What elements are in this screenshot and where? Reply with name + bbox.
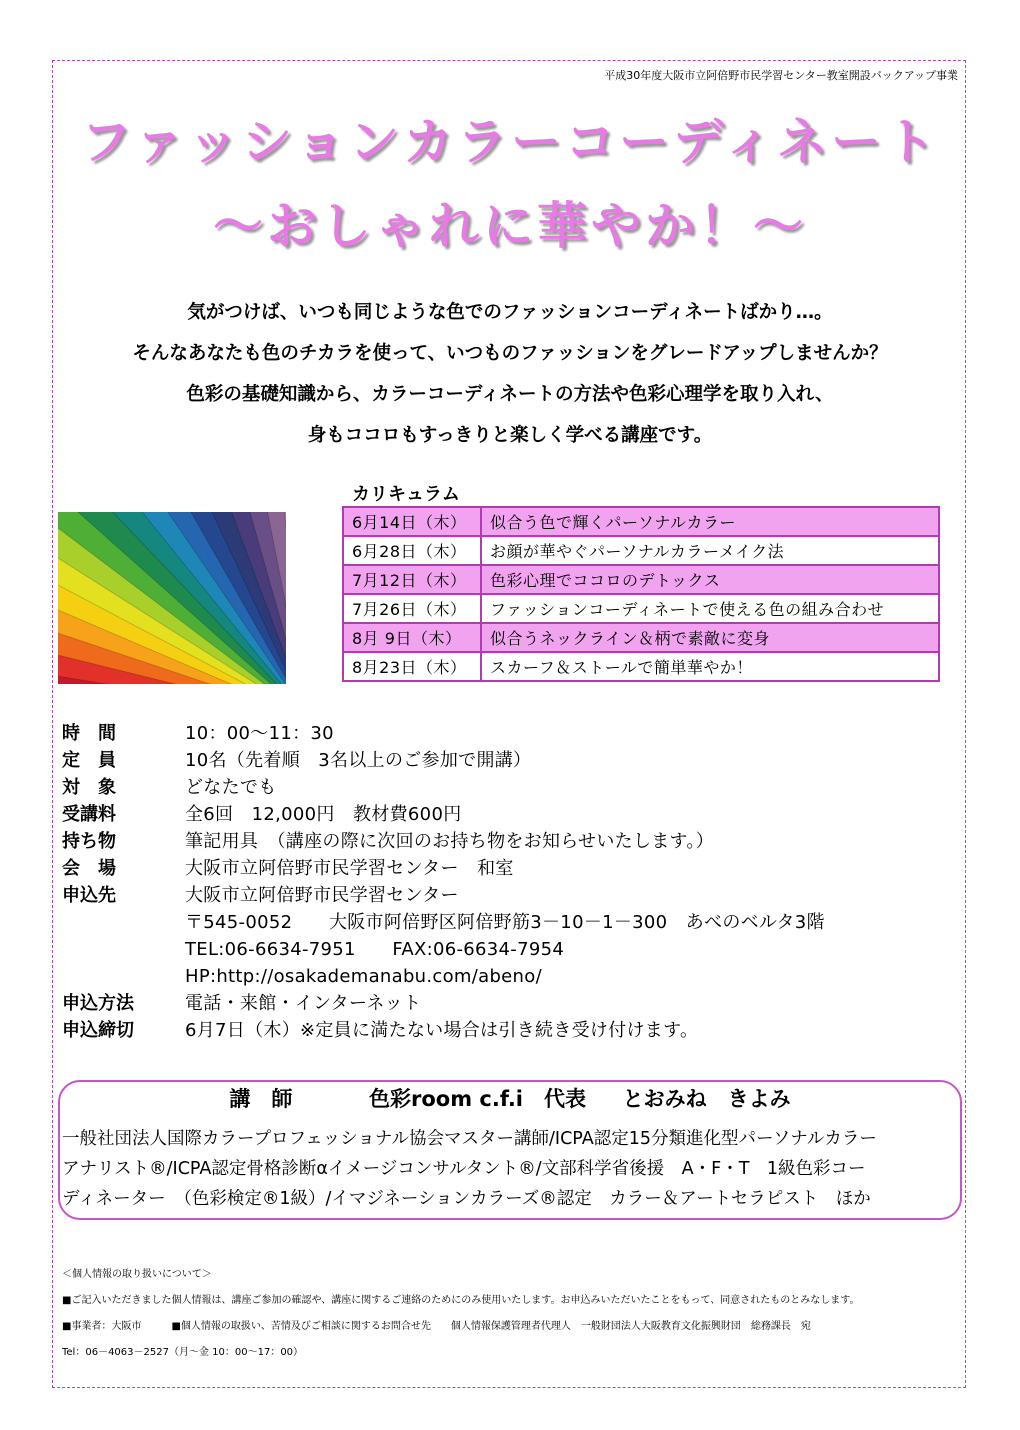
page-title-line1: ファッションカラーコーディネート (81, 113, 939, 171)
info-row (62, 801, 825, 828)
instructor-name: とおみね きよみ (622, 1087, 791, 1111)
instructor-role: 講 師 (229, 1087, 293, 1111)
info-value: 電話・来館・インターネット (185, 993, 422, 1014)
info-value: 10：00～11：30 (185, 723, 334, 744)
info-row (62, 828, 825, 855)
info-label: 申込締切 (62, 1020, 134, 1041)
info-value: 6月7日（木）※定員に満たない場合は引き続き受け付けます。 (185, 1020, 699, 1041)
info-row (62, 936, 825, 963)
curriculum-row (343, 536, 939, 565)
info-row (62, 882, 825, 909)
info-label: 定 員 (62, 750, 116, 771)
intro-line: 色彩の基礎知識から、カラーコーディネートの方法や色彩心理学を取り入れ、 (186, 384, 834, 405)
privacy-heading: ＜個人情報の取り扱いについて＞ (62, 1269, 212, 1280)
curriculum-date: 8月 9日（木） (343, 623, 481, 652)
info-value: 筆記用具 （講座の際に次回のお持ち物をお知らせいたします。） (185, 831, 715, 852)
credential-line: 一般社団法人国際カラープロフェッショナル協会マスター講師/ICPA認定15分類進化型パーソナルカラー (62, 1129, 877, 1149)
header-note: 平成30年度大阪市立阿倍野市民学習センター教室開設バックアップ事業 (604, 69, 958, 82)
curriculum-row (343, 507, 939, 536)
info-value: どなたでも (185, 777, 277, 798)
curriculum-table (342, 506, 940, 682)
info-row (62, 1017, 825, 1044)
info-row (62, 720, 825, 747)
info-label (62, 963, 185, 990)
privacy-phone: Tel：06－4063－2527（月～金 10：00～17：00） (62, 1347, 304, 1358)
curriculum-row (343, 623, 939, 652)
info-label: 対 象 (62, 777, 116, 798)
info-label: 受講料 (62, 804, 116, 825)
info-row (62, 747, 825, 774)
homepage-link[interactable]: HP:http://osakademanabu.com/abeno/ (185, 966, 542, 987)
info-value: 大阪市立阿倍野市民学習センター 和室 (185, 858, 514, 879)
curriculum-row (343, 594, 939, 623)
curriculum-date: 7月12日（木） (343, 565, 481, 594)
curriculum-date: 6月14日（木） (343, 507, 481, 536)
curriculum-date: 6月28日（木） (343, 536, 481, 565)
curriculum-topic: お顔が華やぐパーソナルカラーメイク法 (481, 536, 939, 565)
curriculum-topic: 似合う色で輝くパーソナルカラー (481, 507, 939, 536)
curriculum-date: 8月23日（木） (343, 652, 481, 681)
credential-line: アナリスト®/ICPA認定骨格診断αイメージコンサルタント®/文部科学省後援 A・F・T 1級色彩コー (62, 1159, 866, 1179)
info-label (62, 936, 185, 963)
curriculum-row (343, 565, 939, 594)
intro-line: 気がつけば、いつも同じような色でのファッションコーディネートばかり…。 (187, 302, 833, 323)
info-label: 会 場 (62, 858, 116, 879)
intro-line: そんなあなたも色のチカラを使って、いつものファッションをグレードアップしませんか？ (132, 343, 888, 364)
curriculum-topic: 似合うネックライン＆柄で素敵に変身 (481, 623, 939, 652)
info-label: 時 間 (62, 723, 116, 744)
curriculum-topic: ファッションコーディネートで使える色の組み合わせ (481, 594, 939, 623)
info-row (62, 855, 825, 882)
color-fan-graphic (58, 512, 286, 684)
curriculum-topic: 色彩心理でココロのデトックス (481, 565, 939, 594)
info-row (62, 909, 825, 936)
curriculum-label: カリキュラム (352, 484, 460, 505)
info-label: 申込方法 (62, 993, 134, 1014)
privacy-contact: ■事業者：大阪市 ■個人情報の取扱い、苦情及びご相談に関するお問合せ先 個人情報保護管理者代理人 一般財団法人大阪教育文化振興財団 総務課長 宛 (62, 1321, 811, 1332)
privacy-line: ■ご記入いただきました個人情報は、講座ご参加の確認や、講座に関するご連絡のためにのみ使用いたします。お申込みいただいたことをもって、同意されたものとみなします。 (62, 1295, 860, 1306)
curriculum-row (343, 652, 939, 681)
curriculum-topic: スカーフ＆ストールで簡単華やか！ (481, 652, 939, 681)
info-label (62, 909, 185, 936)
instructor-credentials (62, 1124, 962, 1214)
page-title-line2: ～おしゃれに華やか！～ (213, 197, 807, 255)
info-label: 申込先 (62, 885, 116, 906)
intro-text (0, 292, 1020, 456)
info-row (62, 774, 825, 801)
curriculum-date: 7月26日（木） (343, 594, 481, 623)
info-row (62, 990, 825, 1017)
event-info (62, 720, 825, 1044)
color-fan-image (58, 512, 286, 684)
credential-line: ディネーター （色彩検定®1級）/イマジネーションカラーズ®認定 カラー＆アートセラピスト ほか (62, 1189, 871, 1209)
address: 〒545-0052 大阪市阿倍野区阿倍野筋3－10－1－300 あべのベルタ3階 (185, 912, 825, 933)
info-value: 全6回 12,000円 教材費600円 (185, 804, 462, 825)
intro-line: 身もココロもすっきりと楽しく学べる講座です。 (307, 425, 713, 446)
instructor-heading (0, 1083, 1020, 1113)
info-value: 10名（先着順 3名以上のご参加で開講） (185, 750, 532, 771)
info-row (62, 963, 825, 990)
info-value: 大阪市立阿倍野市民学習センター (185, 885, 459, 906)
instructor-org: 色彩room c.f.i 代表 (369, 1087, 586, 1111)
privacy-notice (62, 1262, 859, 1366)
phone-fax: TEL:06-6634-7951 FAX:06-6634-7954 (185, 939, 565, 960)
info-label: 持ち物 (62, 831, 116, 852)
